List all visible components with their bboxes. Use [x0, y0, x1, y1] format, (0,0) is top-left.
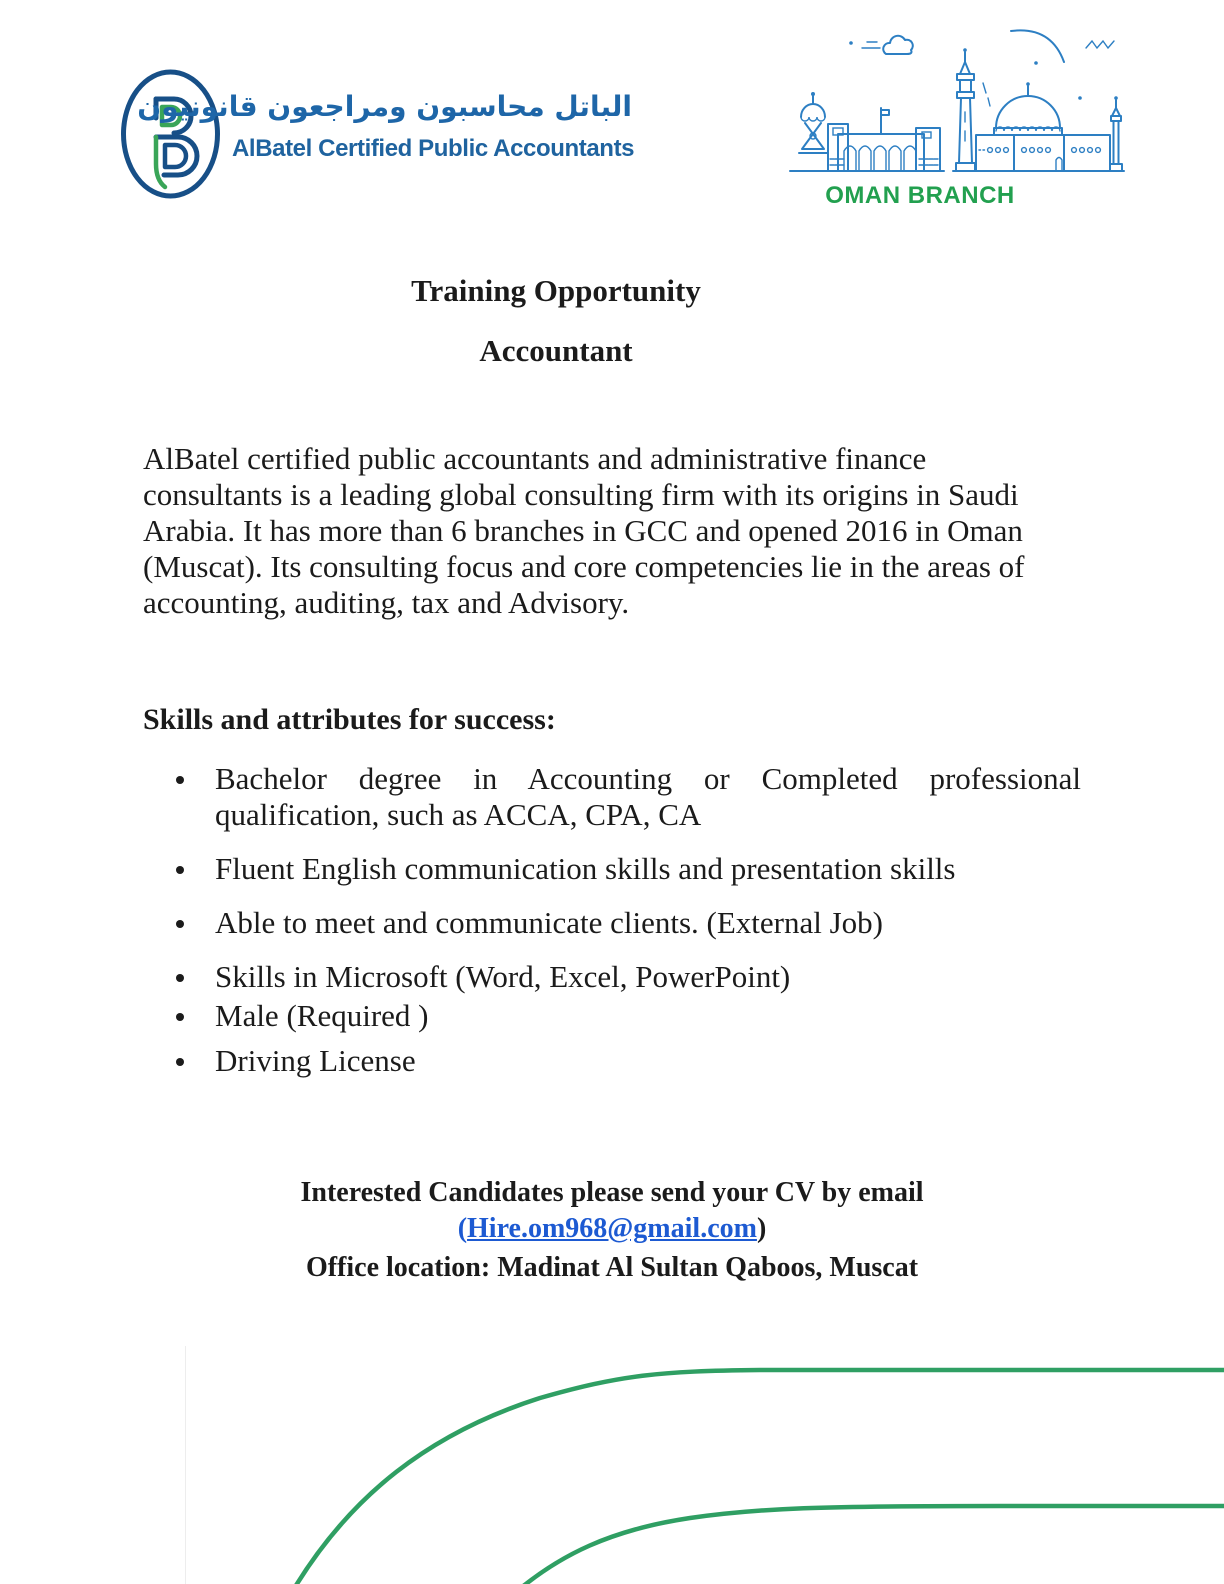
logo-wordmark — [137, 88, 635, 164]
logo-arabic-name: الباتل محاسبون ومراجعون قانونيون — [137, 90, 632, 123]
intro-paragraph — [143, 441, 1088, 621]
page-title: Training Opportunity — [411, 273, 701, 308]
bullet-icon — [176, 920, 184, 928]
intro-line: AlBatel certified public accountants and administrative finance — [143, 441, 927, 476]
bullet-icon — [176, 1013, 184, 1021]
skill-item-text: Male (Required ) — [215, 998, 429, 1033]
albatel-monogram-icon — [118, 66, 223, 202]
skills-heading: Skills and attributes for success: — [143, 703, 556, 736]
skill-item-male — [143, 998, 1081, 1034]
contact-email-line — [0, 1211, 1224, 1247]
bullet-icon — [176, 974, 184, 982]
office-location-line: Office location: Madinat Al Sultan Qaboos, Muscat — [305, 1252, 919, 1283]
title-block — [143, 272, 969, 370]
skill-item-degree — [143, 761, 1081, 833]
skill-item-text: Able to meet and communicate clients. (External Job) — [215, 905, 883, 940]
contact-block — [0, 1175, 1224, 1286]
skill-item-line: Bachelor degree in Accounting or Completed professional — [215, 761, 1081, 796]
skill-item-microsoft — [143, 959, 1081, 995]
bullet-icon — [176, 1058, 184, 1066]
skill-item-license — [143, 1043, 1081, 1079]
branch-label: OMAN BRANCH — [825, 182, 1015, 209]
bullet-icon — [176, 866, 184, 874]
green-swoosh-curves-icon — [0, 1340, 1224, 1584]
skill-item-text: Driving License — [215, 1043, 416, 1078]
intro-line: (Muscat). Its consulting focus and core competencies lie in the areas of — [143, 549, 1025, 584]
skill-item-text: Fluent English communication skills and presentation skills — [215, 851, 956, 886]
skill-item-clients — [143, 905, 1081, 941]
intro-line: consultants is a leading global consulting firm with its origins in Saudi — [143, 477, 1019, 512]
email-open-paren: ( — [457, 1213, 468, 1244]
intro-line: accounting, auditing, tax and Advisory. — [143, 585, 630, 620]
logo-english-name: AlBatel Certified Public Accountants — [232, 135, 635, 162]
skills-list — [143, 761, 1081, 1079]
contact-cta-line: Interested Candidates please send your CV by email — [300, 1177, 924, 1208]
page-subtitle: Accountant — [479, 333, 633, 368]
skill-item-line: qualification, such as ACCA, CPA, CA — [215, 797, 702, 832]
intro-line: Arabia. It has more than 6 branches in GCC and opened 2016 in Oman — [143, 513, 1023, 548]
oman-skyline-icon — [768, 28, 1136, 176]
skill-item-english — [143, 851, 1081, 887]
bullet-icon — [176, 776, 184, 784]
skill-item-text: Skills in Microsoft (Word, Excel, PowerPoint) — [215, 959, 791, 994]
email-link[interactable]: Hire.om968@gmail.com — [467, 1213, 757, 1244]
email-close-paren: ) — [756, 1213, 767, 1244]
